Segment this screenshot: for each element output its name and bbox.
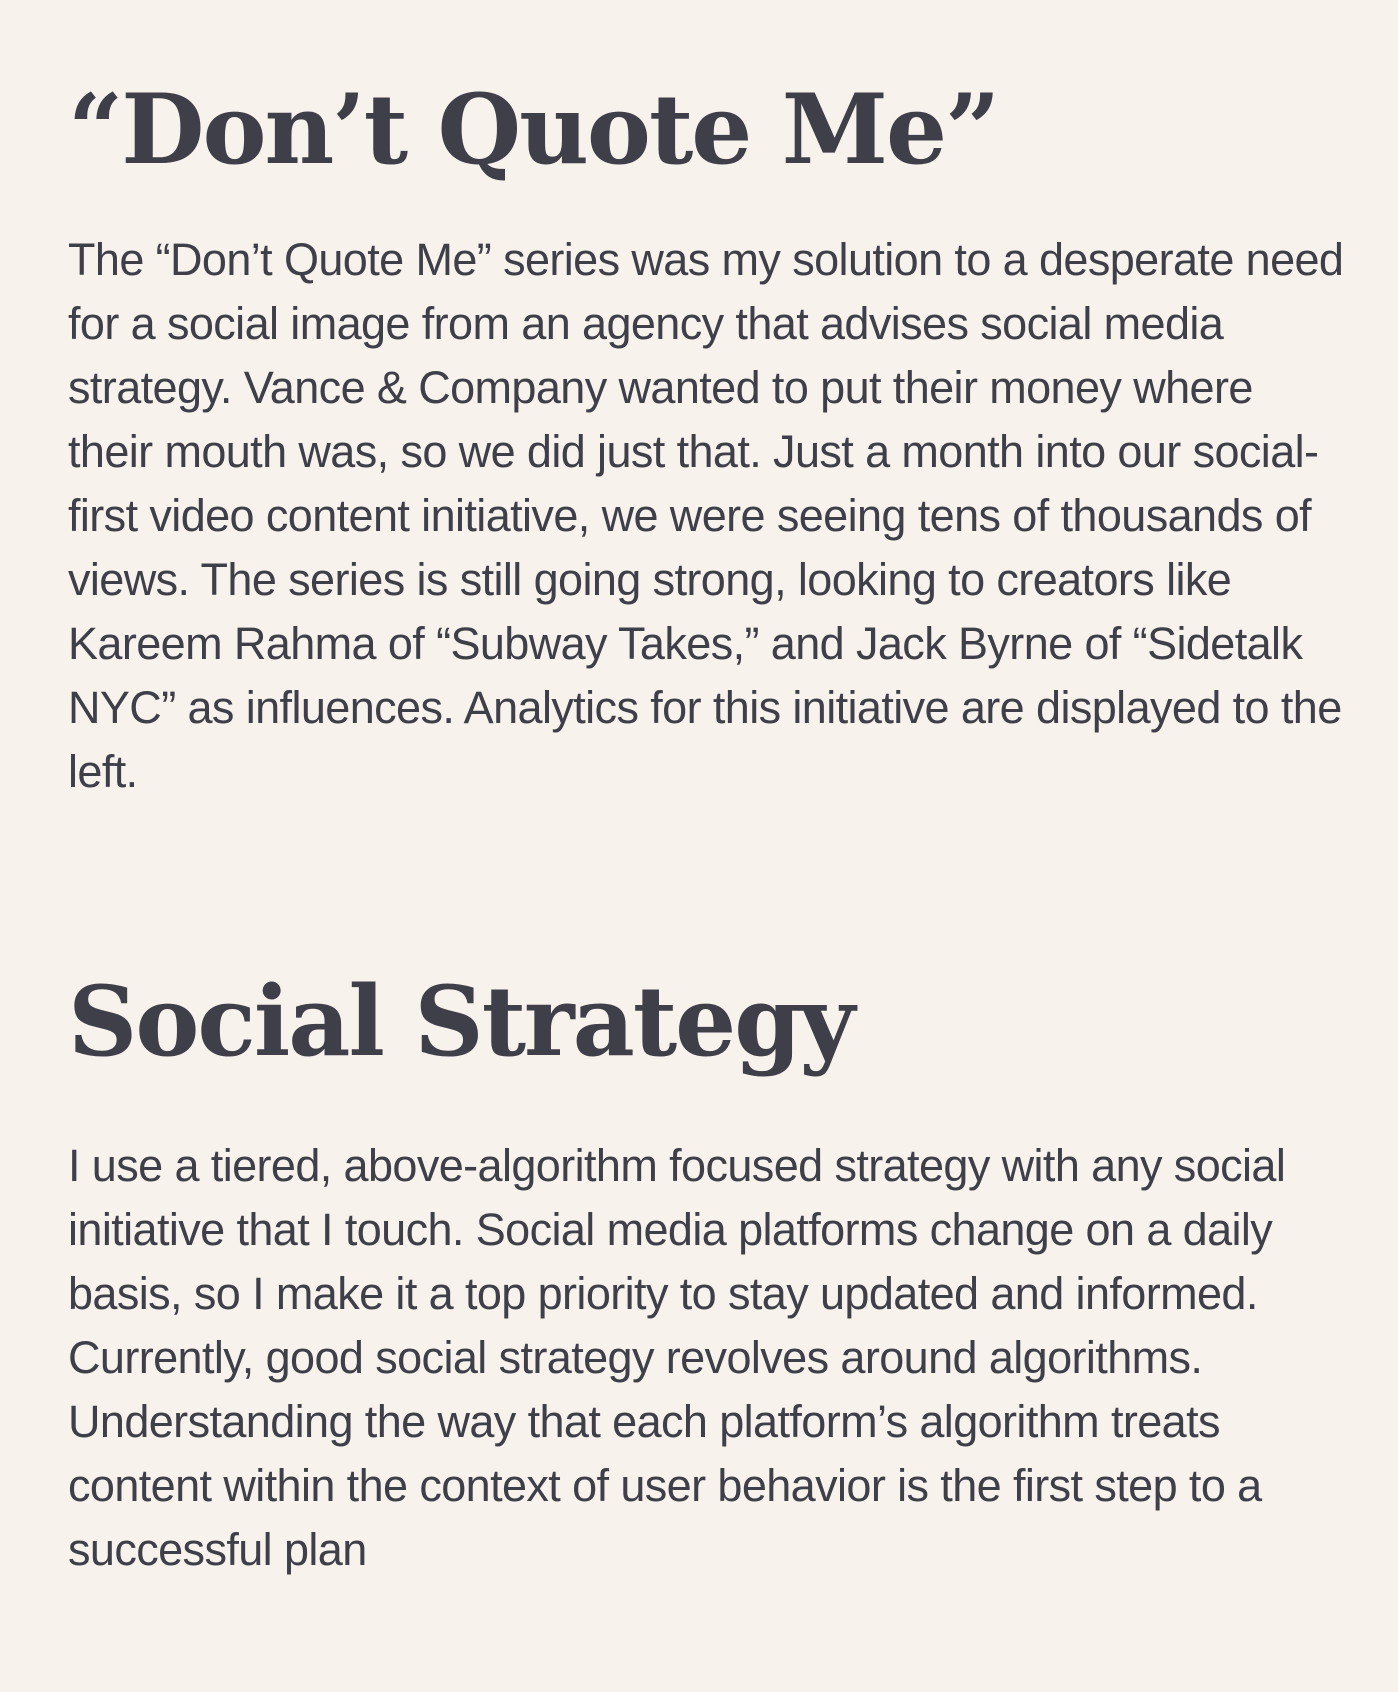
dont-quote-me-heading: “Don’t Quote Me” bbox=[68, 73, 999, 186]
social-strategy-section bbox=[68, 965, 1348, 1582]
dont-quote-me-section bbox=[68, 73, 1348, 804]
social-strategy-body: I use a tiered, above-algorithm focused strategy with any social initiative that I touch. Social media platforms change on a daily basis, so I make it a top priority to stay updated and informed. Currently, good social strategy revolves around algorithms. Understanding the way that each platform’s algorithm treats content within the context of user behavior is the first step to a successful plan bbox=[68, 1139, 1286, 1575]
social-strategy-heading: Social Strategy bbox=[68, 965, 854, 1078]
dont-quote-me-body: The “Don’t Quote Me” series was my solution to a desperate need for a social image from an agency that advises social media strategy. Vance & Company wanted to put their money where their mouth was, so we did just that. Just a month into our social-first video content initiative, we were seeing tens of thousands of views. The series is still going strong, looking to creators like Kareem Rahma of “Subway Takes,” and Jack Byrne of “Sidetalk NYC” as influences. Analytics for this initiative are displayed to the left. bbox=[68, 233, 1344, 797]
